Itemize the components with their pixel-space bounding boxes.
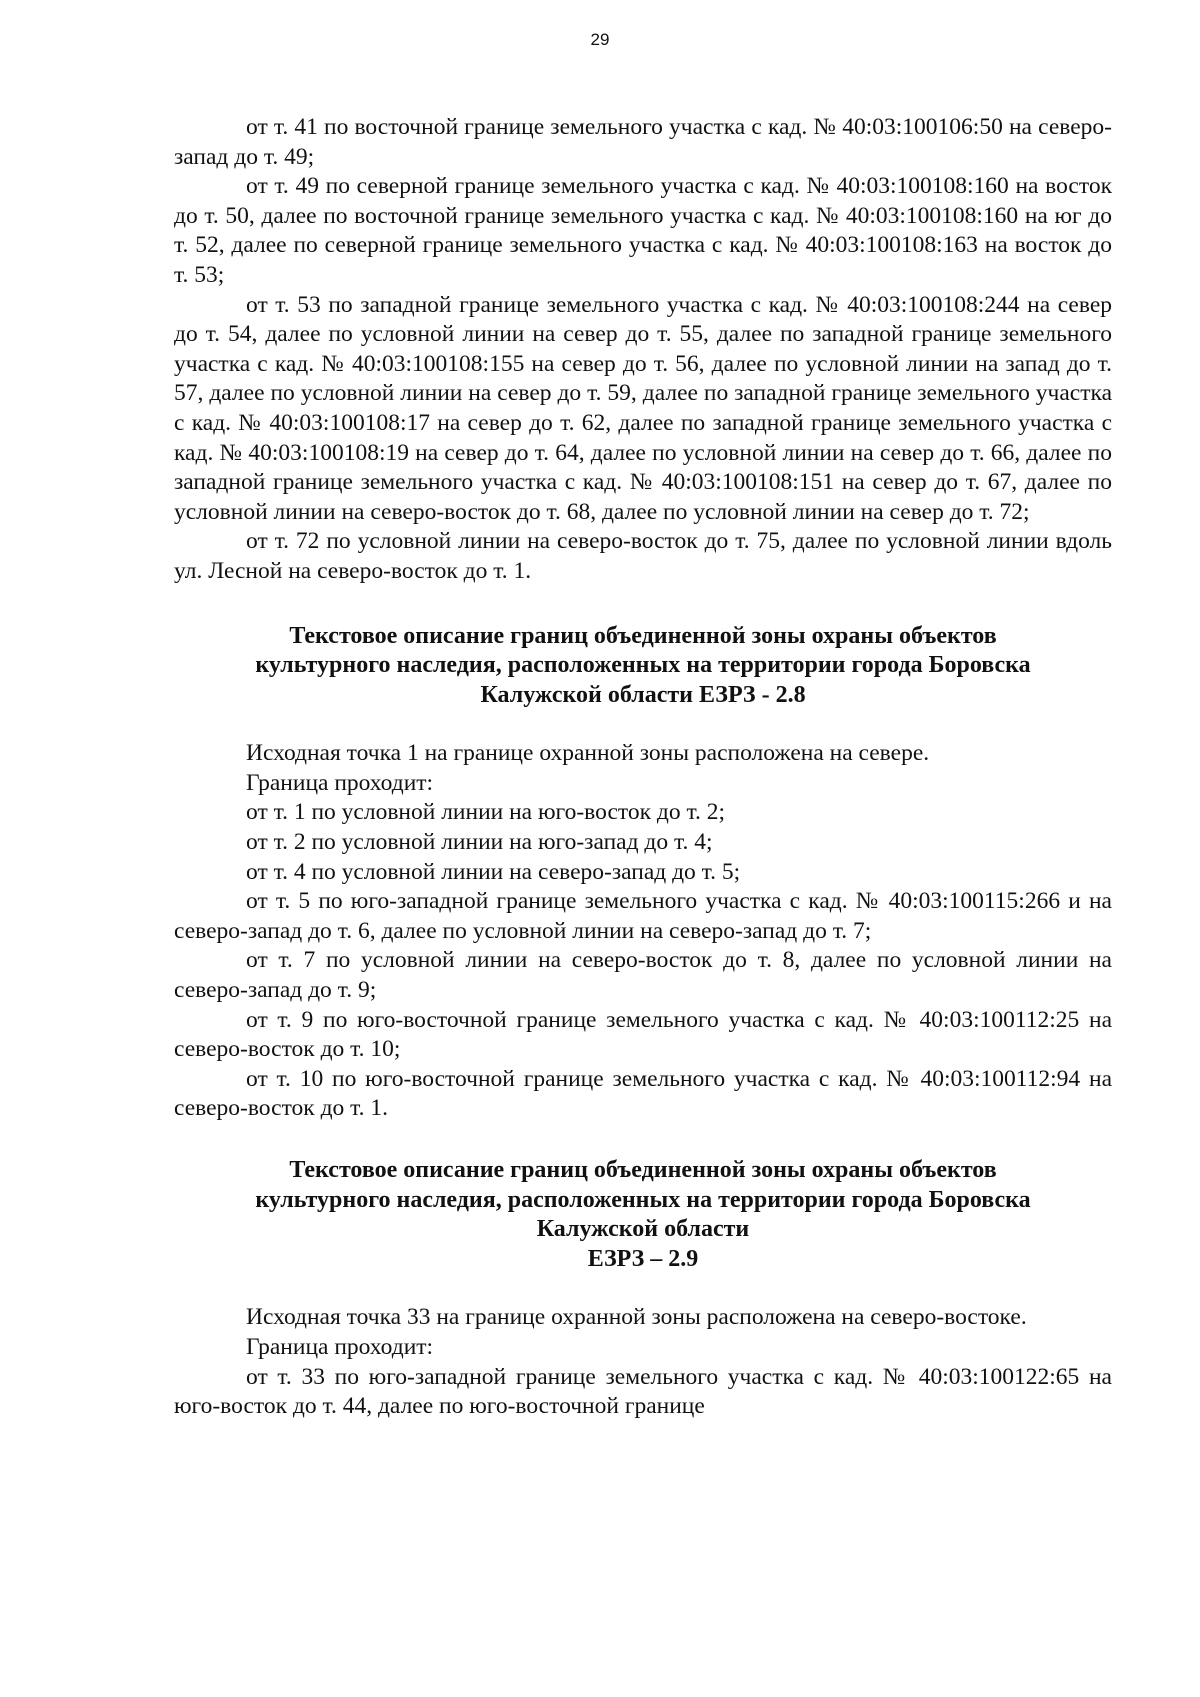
paragraph: от т. 2 по условной линии на юго-запад до т. 4; <box>246 829 713 856</box>
paragraph: от т. 4 по условной линии на северо-запад до т. 5; <box>246 858 741 885</box>
paragraph: Исходная точка 33 на границе охранной зоны расположена на северо-востоке. <box>246 1304 1027 1331</box>
paragraph: от т. 9 по юго-восточной границе земельного участка с кад. № 40:03:100112:25 на северо-восток до т. 10; <box>174 1006 1112 1063</box>
paragraph: от т. 72 по условной линии на северо-восток до т. 75, далее по условной линии вдоль ул. Лесной на северо-восток до т. 1. <box>174 528 1112 584</box>
paragraph: от т. 1 по условной линии на юго-восток до т. 2; <box>246 799 725 826</box>
paragraph: от т. 53 по западной границе земельного участка с кад. № 40:03:100108:244 на север до т. 54, далее по условной линии на север до т. 55, далее по западной границе земельного участка с кад. № 40:03:100108:155 на север до т. 56, далее по условной линии на запад до т. 57, далее по условной линии на север до т. 59, далее по западной границе земельного участка с кад. № 40:03:100108:17 на север до т. 62, далее по западной границе земельного участка с кад. № 40:03:100108:19 на север до т. 64, далее по условной линии на север до т. 66, далее по западной границе земельного участка с кад. № 40:03:100108:151 на север до т. 67, далее по условной линии на северо-восток до т. 68, далее по условной линии на север до т. 72; <box>174 291 1112 525</box>
heading-line: культурного наследия, расположенных на территории города Боровска <box>255 1186 1031 1213</box>
heading-line: Калужской области ЕЗРЗ - 2.8 <box>480 681 806 708</box>
paragraph: от т. 10 по юго-восточной границе земельного участка с кад. № 40:03:100112:94 на северо-восток до т. 1. <box>174 1065 1112 1122</box>
paragraph: от т. 7 по условной линии на северо-восток до т. 8, далее по условной линии на северо-запад до т. 9; <box>174 947 1112 1004</box>
paragraph: от т. 33 по юго-западной границе земельного участка с кад. № 40:03:100122:65 на юго-восток до т. 44, далее по юго-восточной границе <box>174 1363 1112 1420</box>
paragraph: Исходная точка 1 на границе охранной зоны расположена на севере. <box>246 740 930 767</box>
paragraph: от т. 49 по северной границе земельного участка с кад. № 40:03:100108:160 на восток до т. 50, далее по восточной границе земельного участка с кад. № 40:03:100108:160 на юг до т. 52, далее по северной границе земельного участка с кад. № 40:03:100108:163 на восток до т. 53; <box>174 173 1112 288</box>
heading-line: культурного наследия, расположенных на территории города Боровска <box>255 652 1031 679</box>
paragraph: от т. 41 по восточной границе земельного участка с кад. № 40:03:100106:50 на северо-запад до т. 49; <box>174 114 1112 170</box>
document-body <box>174 113 1112 1422</box>
paragraph: Граница проходит: <box>246 1333 434 1360</box>
heading-line: Текстовое описание границ объединенной зоны охраны объектов <box>289 1157 997 1183</box>
section-ezrz-2-9 <box>174 1303 1112 1421</box>
page-number: 29 <box>590 30 610 49</box>
section-top <box>174 113 1112 587</box>
heading-line: Калужской области <box>536 1216 750 1243</box>
section-ezrz-2-8 <box>174 739 1112 1124</box>
heading-line: ЕЗРЗ – 2.9 <box>587 1245 699 1272</box>
paragraph: Граница проходит: <box>246 769 434 796</box>
section-heading-ezrz-2-8 <box>174 622 1112 711</box>
heading-line: Текстовое описание границ объединенной зоны охраны объектов <box>289 622 997 649</box>
paragraph: от т. 5 по юго-западной границе земельного участка с кад. № 40:03:100115:266 и на северо-запад до т. 6, далее по условной линии на северо-запад до т. 7; <box>174 888 1112 944</box>
section-heading-ezrz-2-9 <box>174 1156 1112 1274</box>
